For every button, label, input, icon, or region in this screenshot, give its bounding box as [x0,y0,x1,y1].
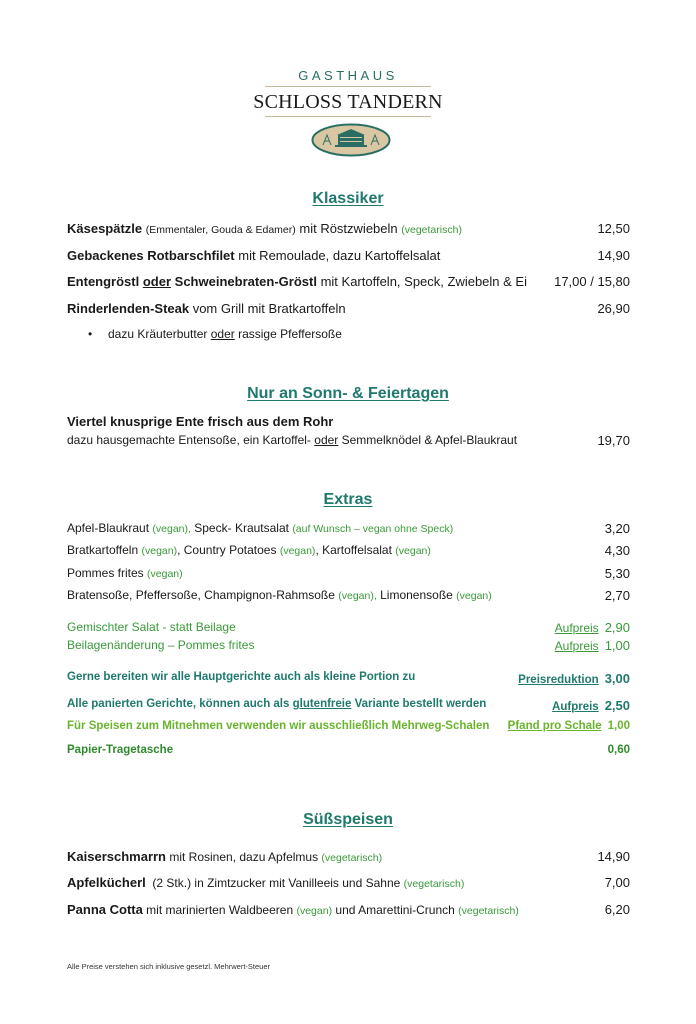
section-heading-suessspeisen: Süßspeisen [303,811,393,828]
notice-price: 0,60 [607,744,630,756]
surcharge-text: Gemischter Salat - statt Beilage [67,620,236,634]
surcharge-label: Aufpreis [554,639,599,653]
notice-label: Aufpreis [552,701,599,713]
item-detail: mit marinierten Waldbeeren [142,903,297,917]
notice-price: 2,50 [604,698,630,713]
item-detail: vom Grill mit Bratkartoffeln [189,301,346,316]
logo-name: SCHLOSS TANDERN [253,91,443,113]
item-detail: mit Kartoffeln, Speck, Zwiebeln & Ei [316,274,527,289]
notice-price: 1,00 [607,720,630,732]
item-name: Viertel knusprige Ente frisch aus dem Rohr [67,414,334,429]
diet-note: (vegan) [296,905,333,917]
diet-note: (vegan) [141,545,178,557]
item-text: Limonensoße [376,588,457,602]
item-price: 3,20 [604,521,630,536]
surcharge-label: Aufpreis [554,621,599,635]
item-text: , Country Potatoes [177,543,280,557]
bullet-icon: • [88,327,93,341]
item-detail: (2 Stk.) in Zimtzucker mit Vanilleeis und Sahne [145,876,404,890]
notice-highlight: glutenfreie [292,698,352,710]
diet-note: (vegetarisch) [458,905,519,917]
section-heading-sonntag: Nur an Sonn- & Feiertagen [247,385,449,402]
item-price: 7,00 [604,875,630,890]
diet-note: (vegan) [147,568,183,580]
item-detail: mit Rosinen, dazu Apfelmus [166,850,322,864]
logo-gasthaus: GASTHAUS [298,68,398,83]
item-name-a: Entengröstl [67,274,140,289]
item-text: Apfel-Blaukraut [67,521,153,535]
bullet-note [88,327,342,341]
section-heading-klassiker: Klassiker [312,190,384,207]
logo-divider-bottom [265,116,431,117]
item-text: , Kartoffelsalat [315,543,396,557]
item-text: Bratensoße, Pfeffersoße, Champignon-Rahmsoße [67,588,339,602]
diet-note: (vegan), [152,523,191,535]
item-price: 5,30 [604,566,630,581]
item-text: Bratkartoffeln [67,543,142,557]
item-price: 14,90 [597,248,630,263]
logo-divider-top [265,86,431,87]
item-text: Pommes frites [67,566,148,580]
notice-label: Preisreduktion [518,674,599,686]
diet-note: (vegan) [395,545,431,557]
item-connector: oder [142,274,172,289]
diet-note: (vegetarisch) [401,224,462,236]
diet-note: (auf Wunsch – vegan ohne Speck) [292,523,454,535]
notice-price: 3,00 [604,671,630,686]
notice-text: Für Speisen zum Mitnehmen verwenden wir ausschließlich Mehrweg-Schalen [67,720,490,732]
notice-text: Gerne bereiten wir alle Hauptgerichte auch als kleine Portion zu [67,671,416,683]
item-name-b: Schweinebraten-Gröstl [174,274,317,289]
item-detail: mit Röstzwiebeln [295,221,402,236]
notice-label: Pfand pro Schale [507,720,602,732]
surcharge-price: 2,90 [604,620,630,635]
item-price: 6,20 [604,902,630,917]
item-price: 12,50 [597,221,630,236]
surcharge-price: 1,00 [604,638,630,653]
diet-note: (vegan) [279,545,316,557]
footer-tax-note: Alle Preise verstehen sich inklusive gesetzl. Mehrwert-Steuer [67,962,271,971]
diet-note: (vegan), [338,590,377,602]
item-price: 2,70 [604,588,630,603]
castle-emblem-icon [311,123,391,157]
notice-text: Alle panierten Gerichte, können auch als [67,698,293,710]
diet-note: (vegan) [456,590,492,602]
diet-note: (vegetarisch) [321,852,383,864]
notice-text: Variante bestellt werden [351,698,487,710]
item-price: 17,00 / 15,80 [554,274,630,289]
item-price: 19,70 [597,433,630,448]
diet-note: (vegetarisch) [403,878,465,890]
surcharge-text: Beilagenänderung – Pommes frites [67,638,255,652]
item-name: Gebackenes Rotbarschfilet [67,248,235,263]
item-text: Speck- Krautsalat [190,521,293,535]
bullet-text: rassige Pfeffersoße [234,327,342,341]
item-price: 4,30 [604,543,630,558]
item-name: Panna Cotta [67,902,143,917]
item-name: Käsespätzle [67,221,143,236]
item-price: 14,90 [597,849,630,864]
item-name: Apfelkücherl [67,875,146,890]
bullet-text: dazu Kräuterbutter [108,327,211,341]
notice-text: Papier-Tragetasche [67,744,174,756]
item-price: 26,90 [597,301,630,316]
item-detail: dazu hausgemachte Entensoße, ein Kartoffel- [67,433,315,447]
section-heading-extras: Extras [323,491,373,508]
item-detail: Semmelknödel & Apfel-Blaukraut [338,433,518,447]
bullet-connector: oder [210,327,235,341]
item-detail: und Amarettini-Crunch [332,903,459,917]
item-name: Rinderlenden-Steak [67,301,190,316]
item-detail: mit Remoulade, dazu Kartoffelsalat [234,248,441,263]
item-detail-small: (Emmentaler, Gouda & Edamer) [145,224,296,236]
item-connector: oder [314,433,339,447]
item-name: Kaiserschmarrn [67,849,166,864]
